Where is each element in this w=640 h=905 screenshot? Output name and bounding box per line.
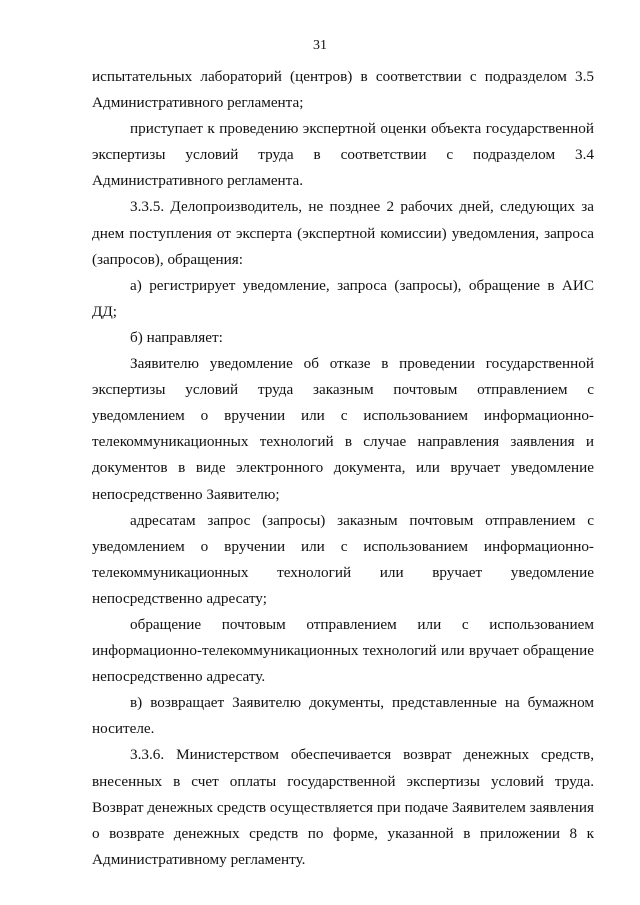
paragraph-item-a: а) регистрирует уведомление, запроса (запросы), обращение в АИС ДД;: [92, 276, 594, 320]
paragraph-addressee-request: адресатам запрос (запросы) заказным почтовым отправлением с уведомлением о вручении или с использованием информационно-телекоммуникационных технологий или вручает уведомление непосредственно адресату;: [92, 511, 594, 607]
paragraph-3-3-6: 3.3.6. Министерством обеспечивается возврат денежных средств, внесенных в счет оплаты государственной экспертизы условий труда. Возврат денежных средств осуществляется при подаче Заявителем заявления о возврате денежных средств по форме, указанной в приложении 8 к Административному регламенту.: [92, 746, 594, 868]
page-number: 31: [313, 38, 327, 53]
paragraph-continuation: испытательных лабораторий (центров) в соответствии с подразделом 3.5 Административного регламента;: [92, 68, 594, 112]
paragraph-appeal: обращение почтовым отправлением или с использованием информационно-телекоммуникационных технологий или вручает обращение непосредственно адресату.: [92, 615, 594, 686]
paragraph-item-b: б) направляет:: [130, 328, 223, 346]
paragraph-3-3-5: 3.3.5. Делопроизводитель, не позднее 2 рабочих дней, следующих за днем поступления от эксперта (экспертной комиссии) уведомления, запроса (запросов), обращения:: [92, 198, 594, 268]
document-body: [92, 64, 594, 873]
paragraph-expert-evaluation: приступает к проведению экспертной оценки объекта государственной экспертизы условий труда в соответствии с подразделом 3.4 Административного регламента.: [92, 120, 594, 190]
paragraph-item-v: в) возвращает Заявителю документы, представленные на бумажном носителе.: [92, 694, 594, 738]
paragraph-applicant-notice: Заявителю уведомление об отказе в проведении государственной экспертизы условий труда заказным почтовым отправлением с уведомлением о вручении или с использованием информационно-телекоммуникационных технологий в случае направления заявления и документов в виде электронного документа, или вручает уведомление непосредственно Заявителю;: [92, 355, 594, 503]
